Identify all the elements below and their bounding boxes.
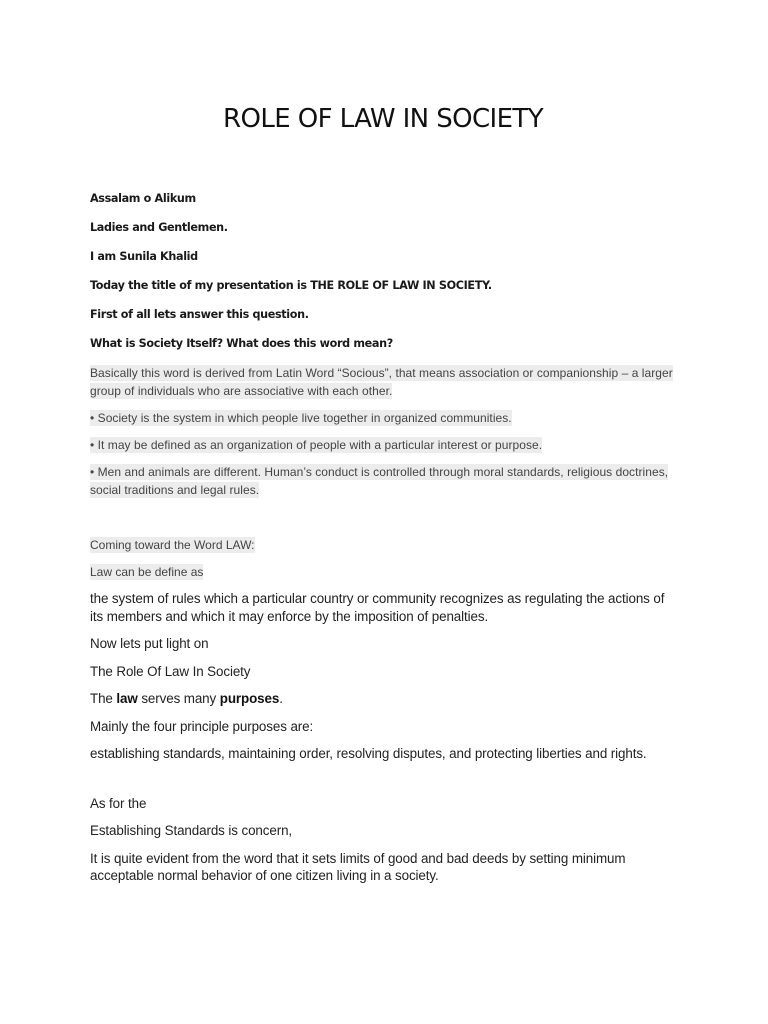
society-bullet bbox=[90, 409, 676, 427]
presentation-title-line: Today the title of my presentation is THE ROLE OF LAW IN SOCIETY. bbox=[90, 279, 492, 292]
evident-paragraph: It is quite evident from the word that it sets limits of good and bad deeds by setting minimum acceptable normal behavior of one citizen living in a society. bbox=[90, 850, 626, 883]
law-body-section bbox=[90, 590, 676, 885]
law-definition: the system of rules which a particular country or community recognizes as regulating the actions of its members and which it may enforce by the imposition of penalties. bbox=[90, 591, 665, 624]
society-question: What is Society Itself? What does this word mean? bbox=[90, 337, 393, 350]
society-bullet-text: • Society is the system in which people live together in organized communities. bbox=[90, 411, 512, 425]
document-title: ROLE OF LAW IN SOCIETY bbox=[223, 104, 543, 134]
society-bullet-text: • It may be defined as an organization of people with a particular interest or purpose. bbox=[90, 438, 543, 452]
as-for-line: As for the bbox=[90, 795, 147, 811]
society-definition-text: Basically this word is derived from Latin Word “Socious”, that means association or companionship – a larger group of individuals who are associative with each other. bbox=[90, 366, 673, 398]
society-bullet-text: • Men and animals are different. Human’s conduct is controlled through moral standards, religious doctrines, social traditions and legal rules. bbox=[90, 465, 669, 497]
four-purposes-line: Mainly the four principle purposes are: bbox=[90, 718, 314, 734]
purposes-law-bold: law bbox=[116, 691, 138, 706]
purposes-list: establishing standards, maintaining order, resolving disputes, and protecting liberties and rights. bbox=[90, 746, 647, 761]
purposes-prefix: The bbox=[90, 691, 117, 706]
speaker-intro: I am Sunila Khalid bbox=[90, 250, 198, 263]
question-intro: First of all lets answer this question. bbox=[90, 308, 309, 321]
society-bullet bbox=[90, 463, 676, 499]
role-heading: The Role Of Law In Society bbox=[90, 663, 251, 679]
law-define-intro-text: Law can be define as bbox=[90, 565, 204, 579]
society-definition bbox=[90, 364, 676, 400]
purposes-mid: serves many bbox=[137, 691, 220, 706]
establishing-line: Establishing Standards is concern, bbox=[90, 823, 293, 838]
law-define-intro bbox=[90, 563, 676, 581]
society-bullet bbox=[90, 436, 676, 454]
intro-section bbox=[90, 190, 676, 353]
law-heading-text: Coming toward the Word LAW: bbox=[90, 538, 255, 552]
law-intro-section bbox=[90, 536, 676, 581]
light-on-line: Now lets put light on bbox=[90, 636, 209, 651]
law-heading bbox=[90, 536, 676, 554]
salutation: Ladies and Gentlemen. bbox=[90, 221, 228, 234]
purposes-word-bold: purposes bbox=[219, 691, 280, 706]
purposes-suffix: . bbox=[279, 691, 283, 706]
greeting: Assalam o Alikum bbox=[90, 192, 196, 205]
society-section bbox=[90, 364, 676, 499]
purposes-line bbox=[90, 690, 676, 708]
